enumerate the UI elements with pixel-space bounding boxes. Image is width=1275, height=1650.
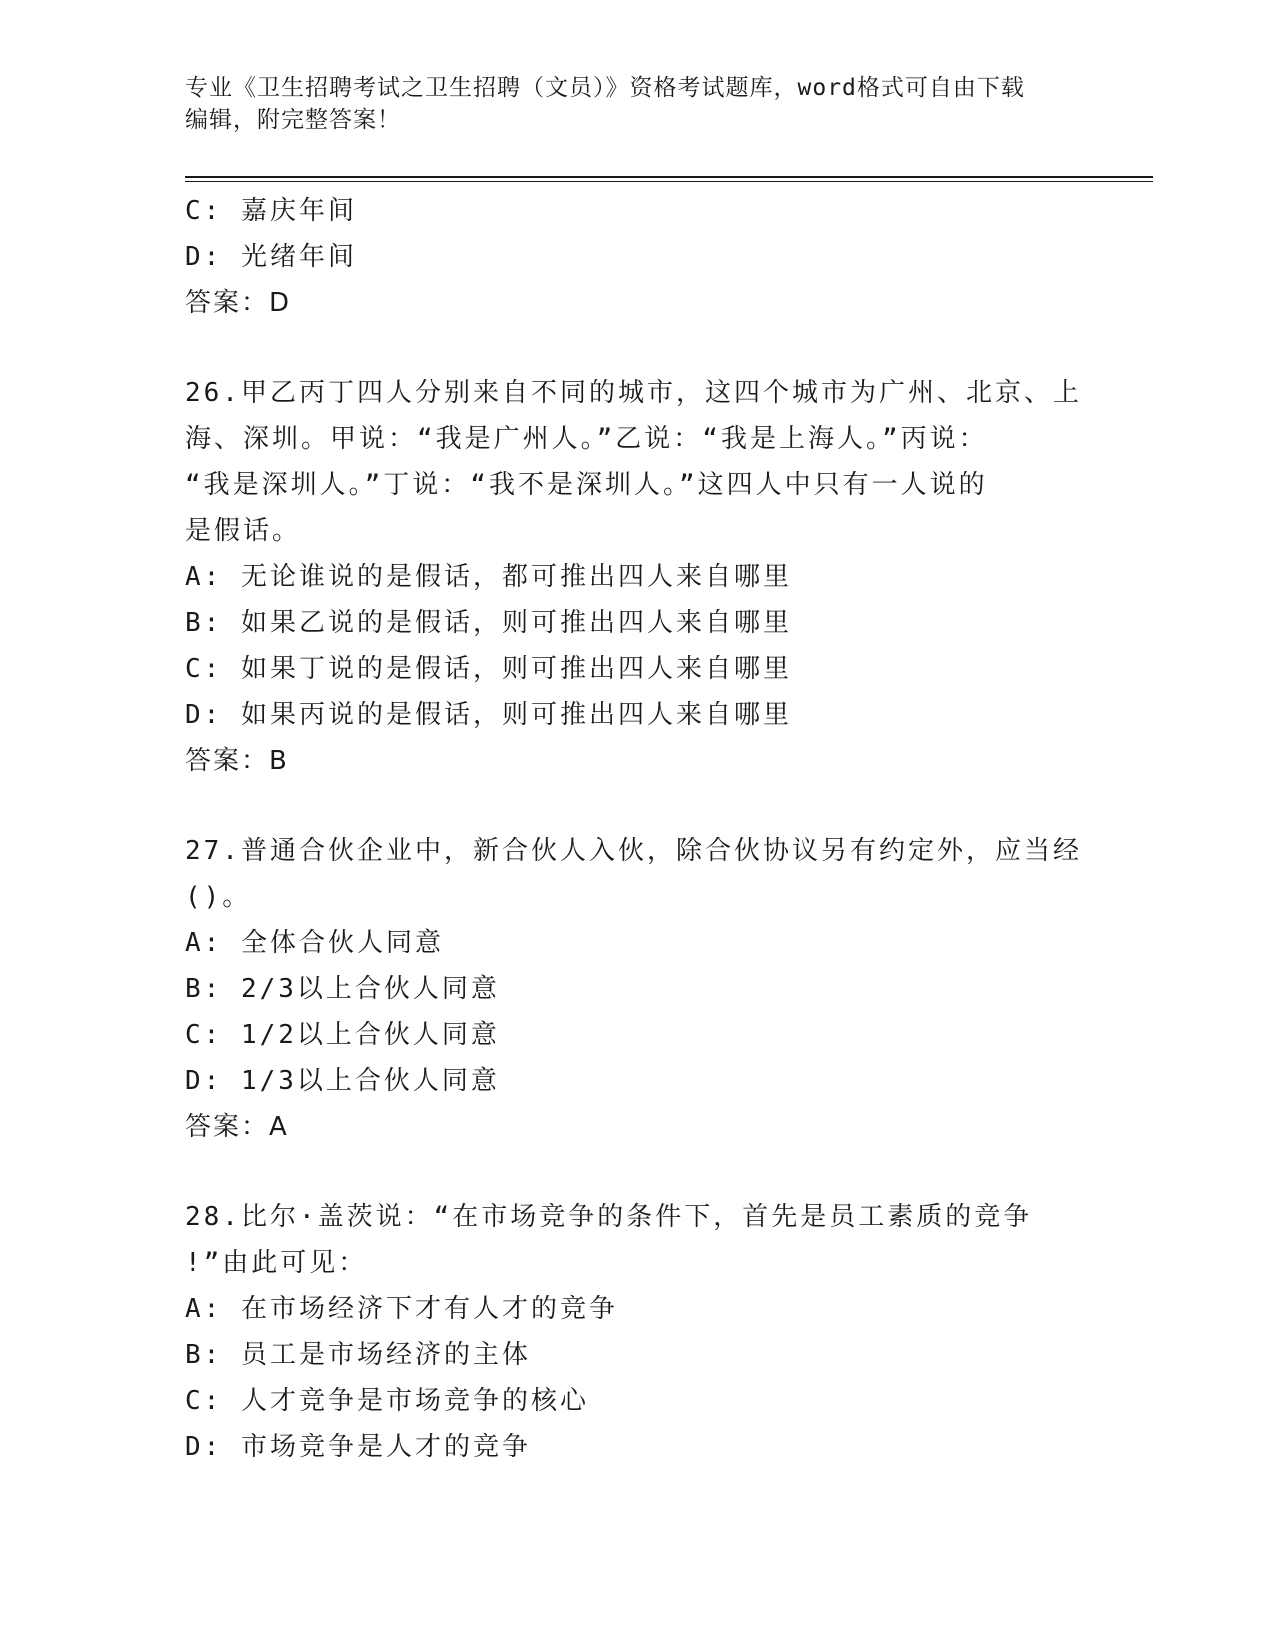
option-d: D: 如果丙说的是假话，则可推出四人来自哪里 — [185, 700, 792, 730]
option-c: C: 1/2以上合伙人同意 — [185, 1020, 500, 1050]
question-content — [185, 188, 1085, 1470]
option-d: D: 1/3以上合伙人同意 — [185, 1066, 500, 1096]
option-b: B: 员工是市场经济的主体 — [185, 1340, 531, 1370]
header-line-2: 编辑，附完整答案！ — [185, 107, 401, 133]
option-d: D: 市场竞争是人才的竞争 — [185, 1432, 531, 1462]
answer-line: 答案：A — [185, 1112, 289, 1142]
question-text-line: 28.比尔·盖茨说：“在市场竞争的条件下，首先是员工素质的竞争 — [185, 1202, 1033, 1232]
question-text-line: 27.普通合伙企业中，新合伙人入伙，除合伙协议另有约定外，应当经 — [185, 836, 1082, 866]
document-header — [185, 72, 1085, 136]
question-text-line: 海、深圳。甲说：“我是广州人。”乙说：“我是上海人。”丙说： — [185, 424, 988, 454]
spacer — [185, 1150, 1085, 1194]
header-line-1: 专业《卫生招聘考试之卫生招聘（文员）》资格考试题库，word格式可自由下载 — [185, 75, 1025, 101]
option-c: C: 嘉庆年间 — [185, 196, 357, 226]
question-text-line: ()。 — [185, 882, 252, 912]
option-b: B: 2/3以上合伙人同意 — [185, 974, 500, 1004]
question-28 — [185, 1194, 1085, 1470]
option-a: A: 无论谁说的是假话，都可推出四人来自哪里 — [185, 562, 792, 592]
question-27 — [185, 828, 1085, 1150]
option-d: D: 光绪年间 — [185, 242, 357, 272]
spacer — [185, 784, 1085, 828]
header-divider-thin — [185, 181, 1153, 182]
answer-line: 答案：B — [185, 746, 289, 776]
question-text-line: !”由此可见： — [185, 1248, 368, 1278]
previous-question-tail — [185, 188, 1085, 326]
question-text-line: 是假话。 — [185, 516, 302, 546]
option-a: A: 在市场经济下才有人才的竞争 — [185, 1294, 618, 1324]
spacer — [185, 326, 1085, 370]
question-text-line: 26.甲乙丙丁四人分别来自不同的城市，这四个城市为广州、北京、上 — [185, 378, 1082, 408]
option-b: B: 如果乙说的是假话，则可推出四人来自哪里 — [185, 608, 792, 638]
question-26 — [185, 370, 1085, 784]
option-a: A: 全体合伙人同意 — [185, 928, 444, 958]
option-c: C: 人才竞争是市场竞争的核心 — [185, 1386, 589, 1416]
question-text-line: “我是深圳人。”丁说：“我不是深圳人。”这四人中只有一人说的 — [185, 470, 988, 500]
answer-line: 答案：D — [185, 288, 292, 318]
header-divider-thick — [185, 176, 1153, 178]
option-c: C: 如果丁说的是假话，则可推出四人来自哪里 — [185, 654, 792, 684]
